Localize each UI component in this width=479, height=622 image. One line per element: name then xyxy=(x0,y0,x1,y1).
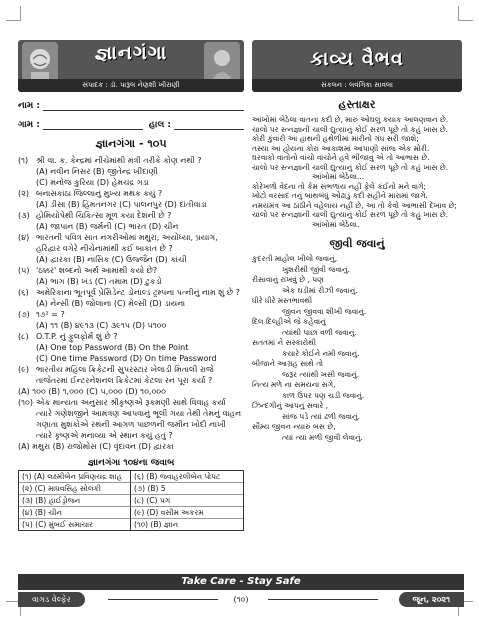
question-item xyxy=(18,364,244,386)
slogan-bar: Take Care - Stay Safe xyxy=(18,574,464,590)
poem2-line: ત્યાંથી પાછા વળી જવાનું. xyxy=(282,327,357,337)
poem2-line: સૌમ્ય જીવન ન્યારું બસ છે, xyxy=(252,422,336,431)
poem2-line: એક ઘડીમાં રીઝી જવાનું. xyxy=(282,285,358,295)
district-field[interactable] xyxy=(174,121,244,130)
question-list xyxy=(18,155,244,452)
right-editor-strip: સંકલન : લવંગિકા સાવલા xyxy=(252,79,462,92)
kavya-vaibhav-banner xyxy=(252,40,462,92)
question-number: (૬) xyxy=(18,288,29,297)
district-label: હાલ : xyxy=(148,120,171,130)
poem2-line: બીજાને આગ્રહ સાથે તો xyxy=(252,359,324,368)
answer-cell: (૭) (B) 5 xyxy=(131,483,243,495)
question-item xyxy=(18,265,244,276)
poem2-line: કુદરતી માહોલ ખીલો જવાનું, xyxy=(252,254,338,263)
question-number: (૧૦) xyxy=(18,398,33,407)
question-options: (A) મથુરા (B) રાજોમોસ (C) વૃંદાવન (D) દ્વારકા xyxy=(18,442,174,451)
question-number: (૨) xyxy=(18,189,29,198)
village-line xyxy=(18,120,244,130)
poem1-line: તસ્યા આ હોયના કોરા આકાશમાં આપાણી સાંજ એક મોરી. xyxy=(252,143,430,153)
question-number: (૪) xyxy=(18,233,30,242)
question-number: (૧) xyxy=(18,156,29,165)
right-banner-title: કાવ્ય વૈભવ xyxy=(310,48,404,70)
answer-cell: (૪) (B) ચીન xyxy=(19,507,131,519)
poem2-line: કયારે કોઈને નમી જવાનું. xyxy=(282,348,360,358)
question-text: એક માન્યતા અનુસાર શ્રીકૃષ્ણએ રૂકમણી સાથે વિવાહ કર્યા ત્યારે ગણેશજીને આમંત્રણ આપવાનું ભૂલી ગયા તેથી તેમનું વાહન ગણાતા મુશકોએ રથની આગળ પાછળની જમીન ખોદી નાખી ત્યારે કૃષ્ણએ મનાવ્યા એ સ્થાન કયું હતું ? xyxy=(36,398,242,440)
question-number: (૫) xyxy=(18,266,30,275)
poem2-line: સતતમાં ને સસ્કારોથી xyxy=(252,338,317,347)
answer-cell: (૫) (C) મુંબઈ સમાચાર xyxy=(19,519,131,530)
magazine-name: વાગડ વેલ્ફેર xyxy=(18,592,85,607)
page-number: (૧૦) xyxy=(233,595,249,604)
answer-cell: (૮) (C) પગ xyxy=(131,495,243,507)
question-item xyxy=(18,331,244,342)
question-options: (A) નવીન નિસર (B) જીતેન્દ્ર ખીંદાણી xyxy=(36,167,158,176)
poem2-line: જીવન જીવવા શીખી જવાનું. xyxy=(282,306,367,316)
question-options: (C) મનોજ કુરિયા (D) હેમચંદ્ર ગડા xyxy=(36,178,149,187)
question-options: (A) ૧૦૦ (B) ૧,૦૦૦ (C) ૫,૦૦૦ (D) ૧૦,૦૦૦ xyxy=(18,387,166,396)
question-options: (A) જાપાન (B) જર્મની (C) ભારત (D) ચીન xyxy=(36,222,179,231)
question-text: બનાસકાંઠા જિલ્લાનું મુખ્ય મથક કયું ? xyxy=(36,189,163,198)
answer-cell: (૩) (B) હાઈડ્રોજન xyxy=(19,495,131,507)
issue-date: જૂન, ૨૦૨૧ xyxy=(399,592,464,607)
poem1-line: ચાલો પર સ્ત્નજ્ઞાની ચાલી દ્યુત્યાનું કોઈ સરળ પૂછે તો કહું ખાસ છે. xyxy=(252,124,449,134)
answer-cell: (૧૦) (B) જ્ઞાન xyxy=(134,520,179,529)
crop-mark xyxy=(458,6,473,21)
right-column xyxy=(252,40,462,443)
village-label: ગામ : xyxy=(18,120,40,130)
question-text: શ્રી વા. ક. કેન્દ્રમાં નીચેમાંથી મંત્રી તરીકે કોણ નથી ? xyxy=(36,156,202,165)
answer-cell: (૯) (D) વસીમ અકરમ xyxy=(131,507,243,519)
question-item xyxy=(18,210,244,221)
answer-cell: (૨) (C) માધવસિંહ સોલંકી xyxy=(19,483,131,495)
question-options: (C) One time Password (D) On time Password xyxy=(36,354,217,363)
question-options: (A) ડીસા (B) હિંમતનગર (C) પાલનપુર (D) દાંતીવાડા xyxy=(36,200,207,209)
question-text: ૧૭² = ? xyxy=(36,310,65,319)
poem2-line: ખુશરીથી જીવી જવાનું. xyxy=(282,264,350,274)
poem1-line: આંખોમાં બેઠેલા... xyxy=(312,172,365,181)
poem2-title: જીવી જવાનું xyxy=(329,237,385,250)
question-options: (A) નેન્સી (B) જોલાના (C) મેલ્સી (D) ડાયના xyxy=(36,299,186,308)
poem2-line: જરૂર ત્યાંથી ખસી જવાનું. xyxy=(282,369,360,379)
answers-table xyxy=(18,470,244,531)
question-text: ભારતીય મહિલા ક્રિકેટની સુપરસ્ટાર ખેલાડી મિતાલી રાજે તાજેતરમાં ઈન્ટરનેશનલ ક્રિકેટમાં કેટલા રન પૂરા કર્યા ? xyxy=(36,365,214,385)
village-field[interactable] xyxy=(43,121,143,130)
poem1-line: ચાલો પર સ્ત્નજ્ઞાની ચાલી દ્યુત્યાનું કોઈ સરળ પૂછે તો કહું ખાસ છે. xyxy=(252,210,449,219)
poem2-line: ઝિન્દગીનું આપનું સવારે , xyxy=(252,401,329,410)
poem2-body xyxy=(252,254,462,443)
poem1-title: હસ્તાક્ષર xyxy=(338,98,376,111)
question-item xyxy=(18,155,244,166)
question-number: (૮) xyxy=(18,332,29,341)
question-item xyxy=(18,397,244,441)
poem1-line: આંખોમાં બેઠેલા વાતના કદી છે, મારું ઓઘલું કયાક આલણવાન છે. xyxy=(252,115,449,124)
poem2-line: ધીરે ધીરે મસ્તભાવથી xyxy=(252,296,313,305)
left-column xyxy=(18,40,244,531)
question-item xyxy=(18,287,244,298)
crop-mark xyxy=(6,6,21,21)
name-line xyxy=(18,101,244,111)
question-options: (A) ૧૧ (B) ૪૯૧૩ (C) ૩૯૧૫ (D) ૫૧૦૦ xyxy=(36,321,167,330)
poem1-line: કોરી કુંવારી આ હાથની હથેળીમાં મારીનો ગંધ સરી જાશે; xyxy=(252,134,419,143)
question-number: (૩) xyxy=(18,211,30,220)
question-text: ભારતની પવિત્ર સાત નગરીઓમાં મથુરા, અયોધ્યા, પ્રયાગ, હરિદ્વાર વગેરે નીચેનામાંથી કઈ બાકાત છે ? xyxy=(36,233,218,253)
poem2-line: કાળ ઉપર પણ ચડી જવાનું. xyxy=(282,390,365,400)
page-footer xyxy=(18,592,464,608)
question-text: અમેરિકાના ભૂતપૂર્વ પ્રેસિડેન્ટ ડોનાલ્ડ ટ્રમ્પના પત્નીનું નામ શું છે ? xyxy=(36,288,240,297)
answer-cell: (૬) (B) જવાહરલીબેન પોપટ xyxy=(131,471,243,483)
poem2-line: દિલ દિલ્હીએ જે કહેવાનું xyxy=(252,317,326,326)
answers-title: જ્ઞાનગંગા ૧૦૪ના જવાબ xyxy=(87,458,175,468)
answer-cell: (૧) (A) લક્ષ્મીબેન પ્રવિણચંદ્ર શાહ xyxy=(19,471,131,483)
question-number: (૭) xyxy=(18,310,30,319)
poem2-line: સાંજ પડે ત્યાં ઢળી જવાનું. xyxy=(282,411,360,421)
question-options: (A) ભાગ (B) ખંડ (C) તમામ (D) ટુકડો xyxy=(36,277,162,286)
question-options: (A) દ્વારકા (B) નાસિક (C) ઉજ્જૈન (D) કાંચી xyxy=(36,255,187,264)
question-item xyxy=(18,188,244,199)
left-editor-strip: સંપાદક : ડૉ. પારૂલ નેણશી ખીરાણી xyxy=(18,79,244,92)
name-label: નામ : xyxy=(18,101,40,111)
name-field[interactable] xyxy=(43,102,244,111)
quiz-title: જ્ઞાનગંગા - ૧૦૫ xyxy=(95,137,167,150)
poem1-line: ઘરવાકો વાતોનો વાંચો વાંચોને હવે ભીંજાવું એ તો આભાસ છે. xyxy=(252,153,430,162)
question-text: હોમિયોપેથી ચિકિત્સા મૂળ કયા દેશની છે ? xyxy=(36,211,172,220)
question-item xyxy=(18,232,244,254)
left-banner-title: જ્ઞાનગંગા xyxy=(94,42,168,64)
poem2-line: રીસાવાનું રાખવું છે , પણ xyxy=(252,275,324,284)
poem2-line: નિત્ય મળે ના સમયના સંગે, xyxy=(252,380,336,389)
poem1-line: ચાલો પર સ્ત્નજ્ઞાની ચાલી દ્યુત્યાનું કોઈ સરળ પૂછે તો કહું ખાસ છે. xyxy=(252,162,449,172)
question-options: (A) One top Password (B) On the Point xyxy=(36,343,189,352)
poem1-line: ખોટો વરસાદ તનું બાથબંધું ઓઢાડું કદી સહીને મારામાં જાગે. xyxy=(252,191,428,200)
question-item xyxy=(18,309,244,320)
question-text: 'ઠક્કર' શબ્દનો અર્થ આમાંથી કયો છે? xyxy=(36,266,158,275)
question-number: (૯) xyxy=(18,365,29,374)
poem1-body xyxy=(252,115,462,229)
poem1-line: આંખોમાં બેઠેલા. xyxy=(312,219,360,229)
poem2-line: ત્યાં ત્યાં મળી જીવી લેવાનું. xyxy=(282,432,363,442)
gyanganga-banner xyxy=(18,40,244,92)
poem1-line: નમયમંત્ર આ ઠાઠીને વહેલાય નહીં છે, આ તો કેવો આભાસી દેખાવ છે; xyxy=(252,200,457,210)
poem1-line: કોરેખળો વેદના તો કેમ સંભળાય નહીં ફ઼ેલે કંઈનો મને વાગે; xyxy=(252,181,427,191)
question-text: O.T.P. નું ફુલફોર્મ શું છે ? xyxy=(36,332,118,341)
